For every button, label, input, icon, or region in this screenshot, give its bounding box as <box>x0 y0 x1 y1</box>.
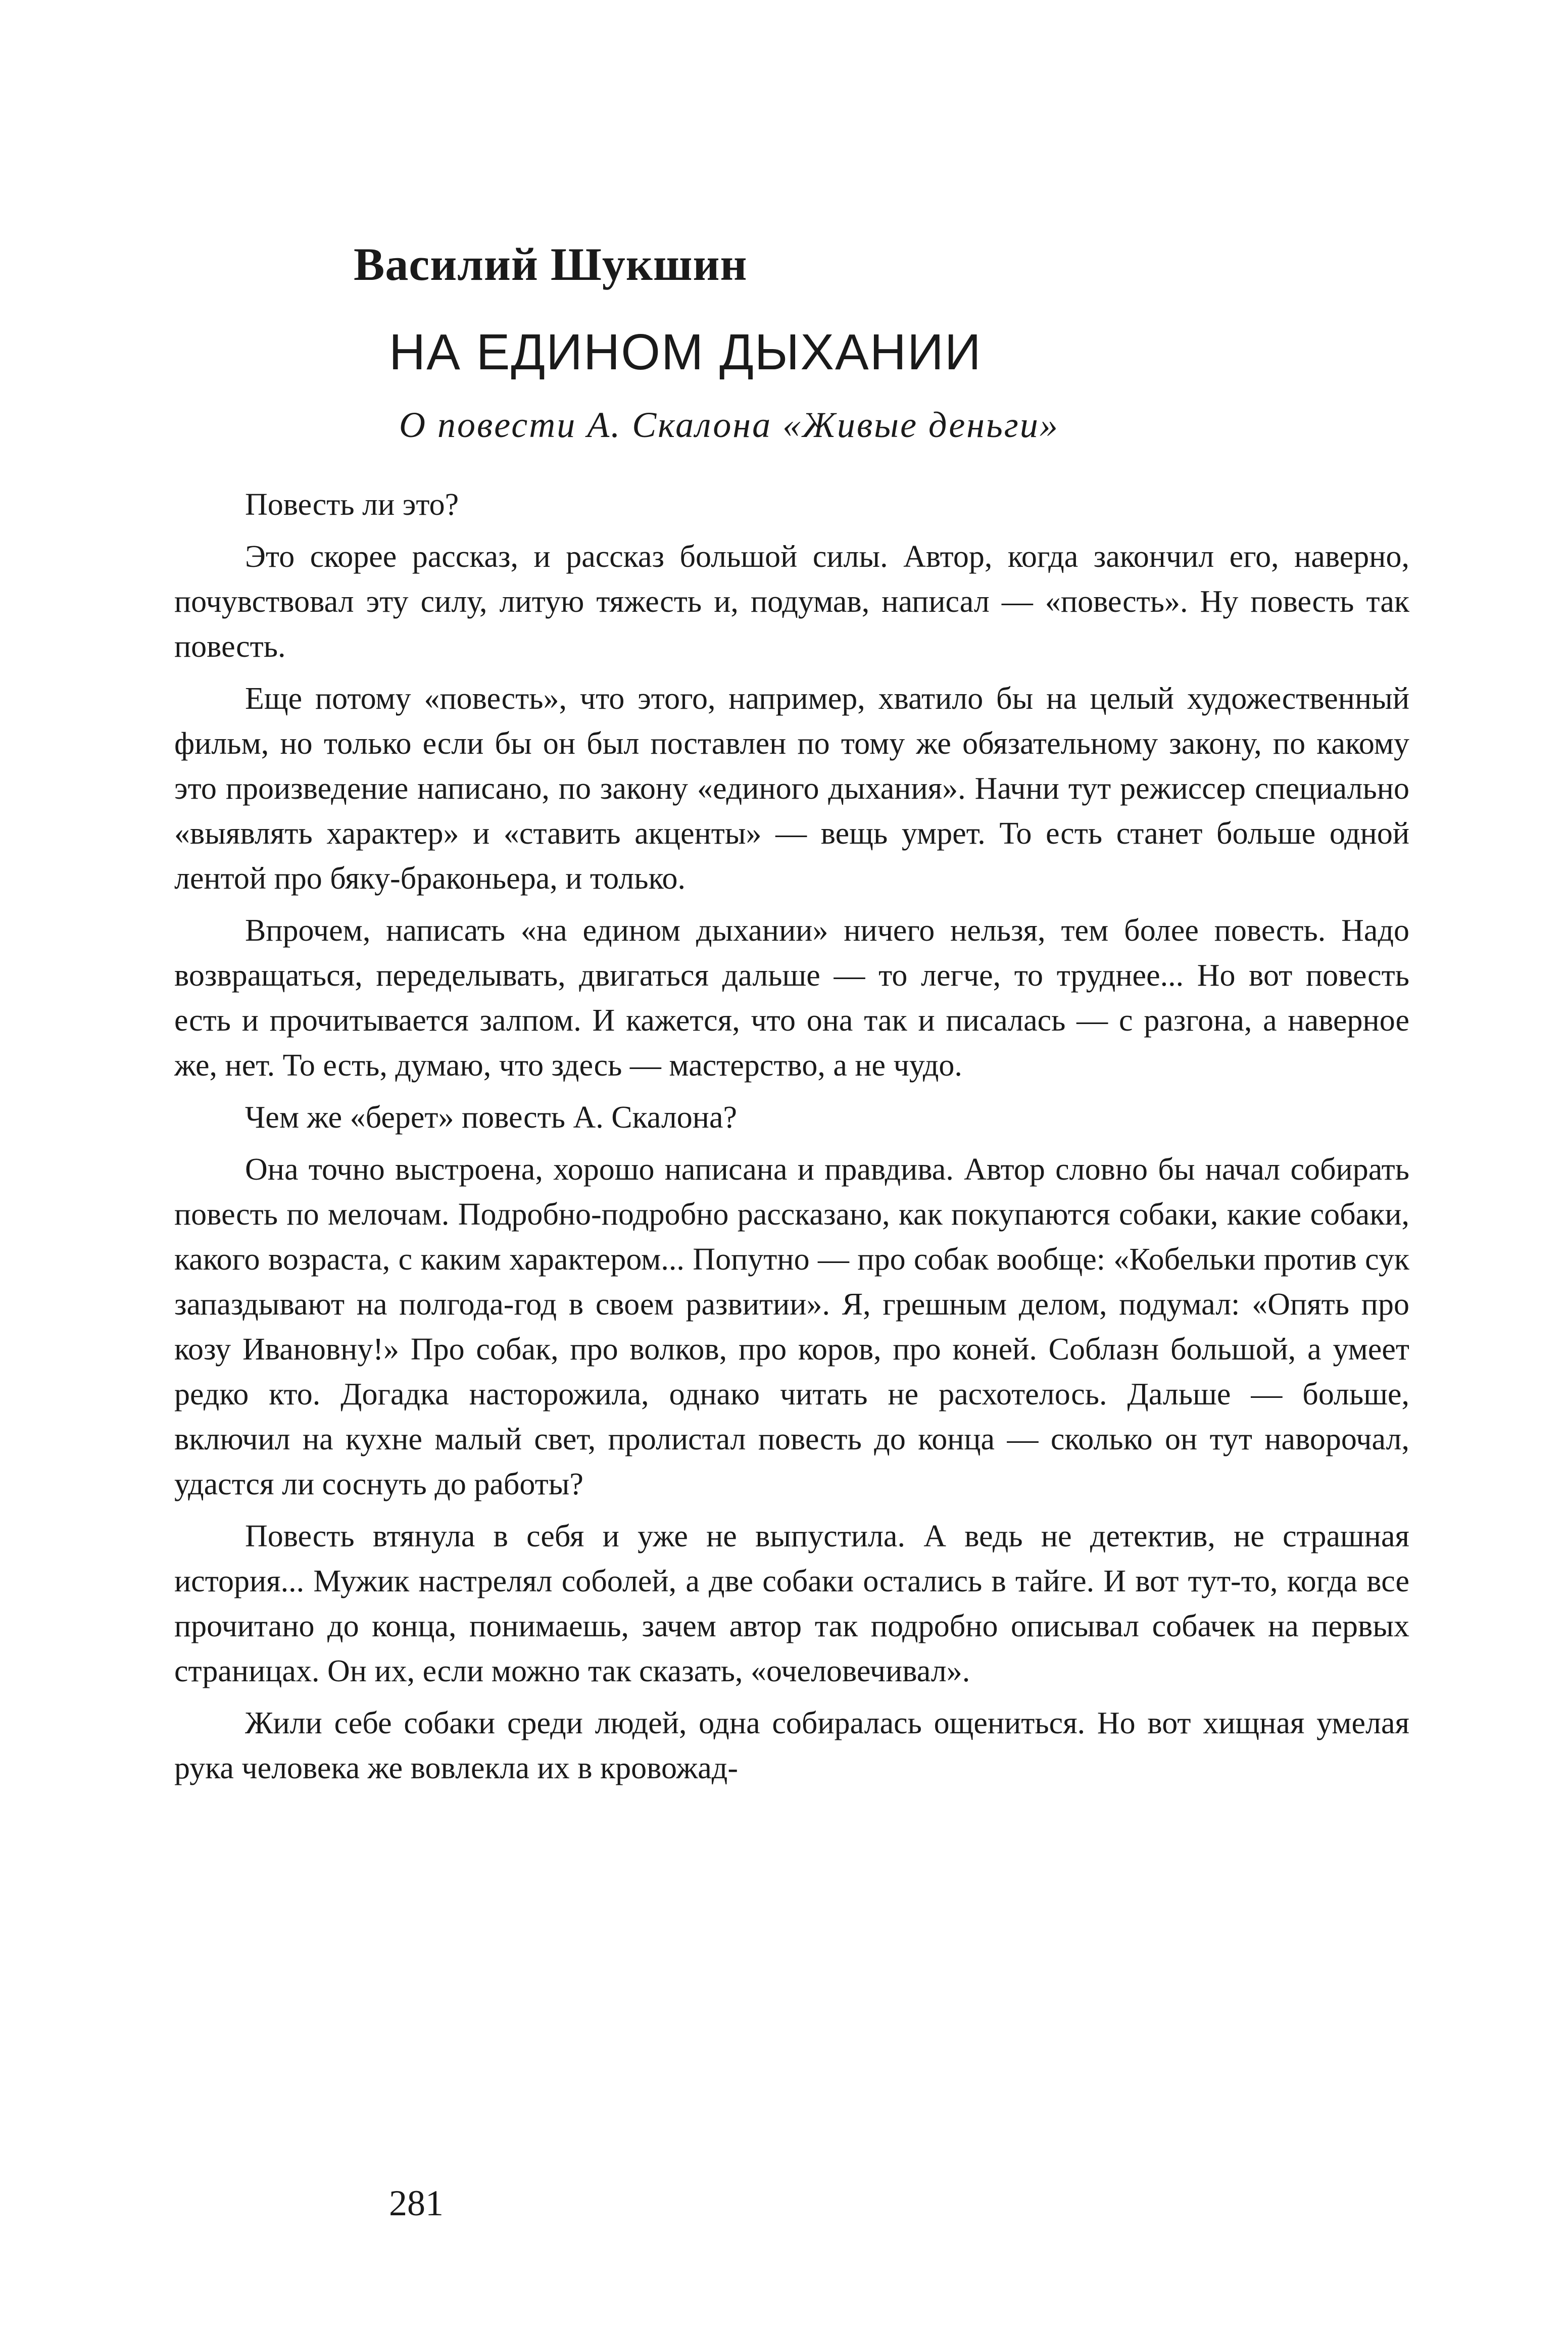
author-name: Василий Шукшин <box>354 238 748 290</box>
paragraph: Это скорее рассказ, и рассказ большой силы. Автор, когда закончил его, наверно, почувствовал эту силу, литую тяжесть и, подумав, написал — «повесть». Ну повесть так повесть. <box>174 540 1409 664</box>
paragraph: Чем же «берет» повесть А. Скалона? <box>245 1100 738 1135</box>
paragraph: Она точно выстроена, хорошо написана и правдива. Автор словно бы начал собирать повесть по мелочам. Подробно-подробно рассказано, как покупаются собаки, какие собаки, какого возраста, с каким характером... Попутно — про собак вообще: «Кобельки против сук запаздывают на полгода-год в своем развитии». Я, грешным делом, подумал: «Опять про козу Ивановну!» Про собак, про волков, про коров, про коней. Соблазн большой, а умеет редко кто. Догадка насторожила, однако читать не расхотелось. Дальше — больше, включил на кухне малый свет, пролистал повесть до конца — сколько он тут наворочал, удастся ли соснуть до работы? <box>174 1152 1409 1501</box>
paragraph: Повесть втянула в себя и уже не выпустила. А ведь не детектив, не страшная история... Мужик настрелял соболей, а две собаки остались в тайге. И вот тут-то, когда все прочитано до конца, понимаешь, зачем автор так подробно описывал собачек на первых страницах. Он их, если можно так сказать, «очеловечивал». <box>174 1519 1409 1688</box>
paragraph: Жили себе собаки среди людей, одна собиралась ощениться. Но вот хищная умелая рука человека же вовлекла их в кровожад- <box>174 1706 1409 1785</box>
article-subtitle: О повести А. Скалона «Живые деньги» <box>399 405 1059 445</box>
article-title: НА ЕДИНОМ ДЫХАНИИ <box>389 324 982 380</box>
paragraph: Впрочем, написать «на едином дыхании» ничего нельзя, тем более повесть. Надо возвращаться, переделывать, двигаться дальше — то легче, то труднее... Но вот повесть есть и прочитывается залпом. И кажется, что она так и писалась — с разгона, а наверное же, нет. То есть, думаю, что здесь — мастерство, а не чудо. <box>174 913 1409 1083</box>
article-body <box>174 482 1409 1798</box>
paragraph: Повесть ли это? <box>245 488 459 522</box>
paragraph: Еще потому «повесть», что этого, например, хватило бы на целый художественный фильм, но только если бы он был поставлен по тому же обязательному закону, по какому это произведение написано, по закону «единого дыхания». Начни тут режиссер специально «выявлять характер» и «ставить акценты» — вещь умрет. То есть станет больше одной лентой про бяку-браконьера, и только. <box>174 682 1409 896</box>
page-number: 281 <box>389 2183 444 2223</box>
